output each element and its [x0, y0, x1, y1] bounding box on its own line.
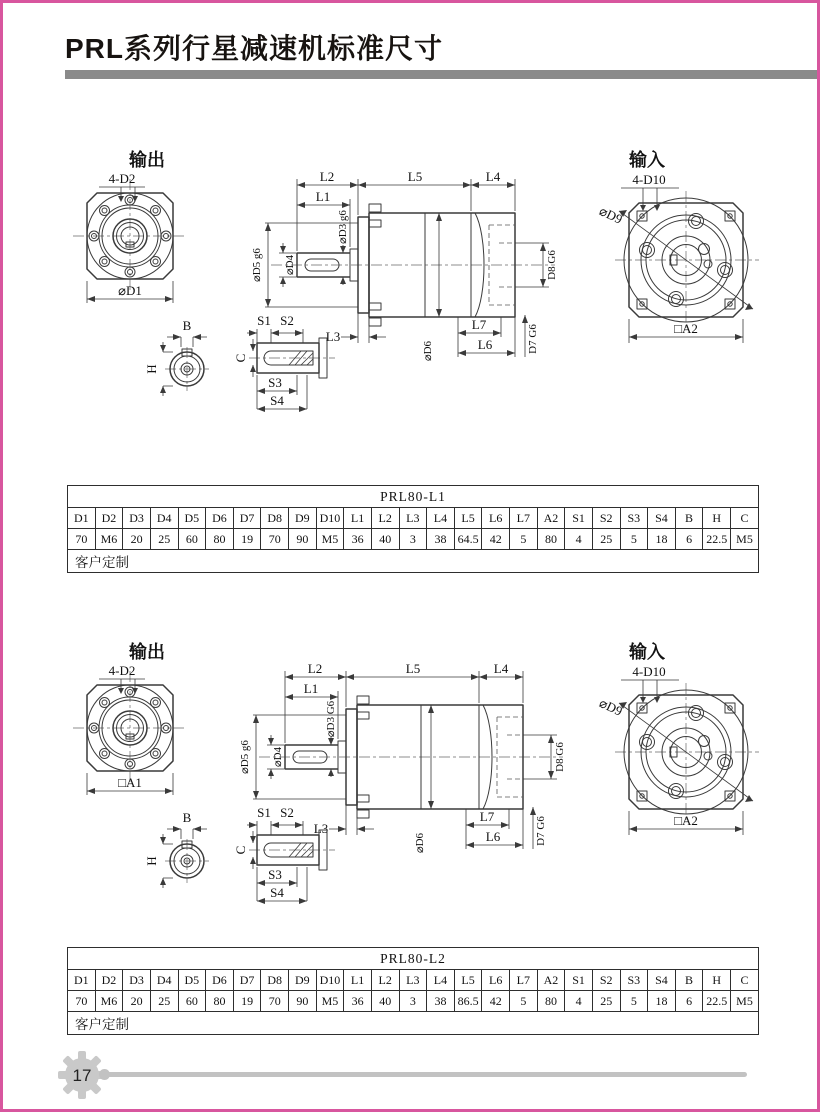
table-cell: B	[675, 508, 703, 529]
dim-label-d6: ⌀D6	[422, 340, 434, 362]
table-cell: M5	[731, 991, 759, 1012]
table-cell: D1	[68, 508, 96, 529]
input-flange-drawing	[591, 171, 806, 356]
dim-label-4-d2: 4-D2	[108, 663, 136, 678]
dim-label-d5: ⌀D5 g6	[239, 740, 251, 774]
dim-label-b: B	[182, 318, 192, 333]
shaft-key-detail-drawing	[225, 313, 340, 418]
table-cell: 70	[68, 991, 96, 1012]
table-cell: 5	[620, 529, 648, 550]
dim-label-s3: S3	[268, 375, 282, 390]
table-cell: D9	[289, 508, 317, 529]
table-cell: L1	[344, 970, 372, 991]
table-cell: 18	[648, 991, 676, 1012]
dim-label-4-d2: 4-D2	[108, 171, 136, 186]
table-cell: S3	[620, 970, 648, 991]
table-cell: 40	[371, 991, 399, 1012]
table-cell: D7	[233, 508, 261, 529]
table-cell: D7	[233, 970, 261, 991]
table-value-row	[68, 991, 759, 1012]
dim-label-s2: S2	[280, 805, 294, 820]
table-cell: M6	[95, 529, 123, 550]
table-cell: D3	[123, 970, 151, 991]
table-title: PRL80-L1	[68, 486, 759, 508]
dim-label-d7: D7 G6	[527, 324, 539, 354]
table-header-row	[68, 508, 759, 529]
dimension-table-prl80-l1	[67, 485, 759, 573]
table-cell: L2	[371, 970, 399, 991]
table-cell: 4	[565, 991, 593, 1012]
dim-label-l6: L6	[477, 337, 493, 352]
table-cell: L5	[454, 508, 482, 529]
table-cell: D4	[150, 508, 178, 529]
drawing-lines	[160, 334, 209, 396]
table-cell: L7	[510, 508, 538, 529]
table-title: PRL80-L2	[68, 948, 759, 970]
drawing-lines	[247, 329, 335, 412]
dim-label-s1: S1	[257, 313, 271, 328]
drawing-lines	[160, 826, 209, 888]
dim-label-d1: ⌀D1	[118, 283, 142, 298]
dim-label-s3: S3	[268, 867, 282, 882]
table-cell: 19	[233, 991, 261, 1012]
table-footer: 客户定制	[68, 550, 759, 573]
table-cell: L6	[482, 970, 510, 991]
table-cell: 22.5	[703, 529, 731, 550]
table-cell: S1	[565, 508, 593, 529]
table-cell: 36	[344, 991, 372, 1012]
table-cell: 60	[178, 529, 206, 550]
table-cell: 19	[233, 529, 261, 550]
table-cell: 70	[68, 529, 96, 550]
dim-label-d5: ⌀D5 g6	[251, 248, 263, 282]
output-label: 输出	[129, 642, 165, 662]
dim-label-l5: L5	[407, 169, 423, 184]
table-cell: D9	[289, 970, 317, 991]
table-cell: L1	[344, 508, 372, 529]
dim-label-d4: ⌀D4	[284, 254, 296, 276]
table-cell: 20	[123, 991, 151, 1012]
dim-label-s1: S1	[257, 805, 271, 820]
table-cell: D1	[68, 970, 96, 991]
table-cell: L3	[399, 970, 427, 991]
table-cell: B	[675, 970, 703, 991]
table-value-row	[68, 529, 759, 550]
dim-label-h: H	[144, 364, 159, 374]
dim-label-d9: ⌀D9	[596, 203, 625, 227]
dim-label-l7: L7	[479, 809, 495, 824]
table-cell: S1	[565, 970, 593, 991]
table-cell: D5	[178, 970, 206, 991]
table-cell: 38	[427, 529, 455, 550]
table-cell: 80	[206, 529, 234, 550]
table-cell: D8	[261, 508, 289, 529]
output-label: 输出	[129, 150, 165, 170]
table-cell: 80	[206, 991, 234, 1012]
dim-label-l3: L3	[313, 821, 329, 836]
dim-label-l4: L4	[493, 661, 509, 676]
dim-label-a2: □A2	[674, 321, 698, 336]
table-cell: L4	[427, 970, 455, 991]
dim-label-h: H	[144, 856, 159, 866]
table-cell: L6	[482, 508, 510, 529]
dim-label-a1: □A1	[118, 775, 142, 790]
section-prl80-l2	[3, 635, 820, 935]
table-cell: 70	[261, 529, 289, 550]
table-cell: H	[703, 508, 731, 529]
dim-label-b: B	[182, 810, 192, 825]
dim-label-d3: ⌀D3 g6	[337, 210, 349, 244]
table-cell: 42	[482, 991, 510, 1012]
table-cell: 36	[344, 529, 372, 550]
dim-label-d4: ⌀D4	[272, 746, 284, 768]
dim-label-4-d10: 4-D10	[632, 172, 666, 187]
table-cell: D10	[316, 970, 344, 991]
input-label: 输入	[629, 150, 665, 170]
table-cell: D5	[178, 508, 206, 529]
dim-label-d9: ⌀D9	[596, 695, 625, 719]
table-cell: C	[731, 508, 759, 529]
table-cell: 80	[537, 529, 565, 550]
table-cell: S2	[592, 970, 620, 991]
table-cell: 3	[399, 991, 427, 1012]
dim-label-l7: L7	[471, 317, 487, 332]
footer-line	[107, 1072, 747, 1077]
dim-label-s2: S2	[280, 313, 294, 328]
dim-label-l2: L2	[319, 169, 335, 184]
table-cell: 22.5	[703, 991, 731, 1012]
table-cell: D4	[150, 970, 178, 991]
table-cell: D10	[316, 508, 344, 529]
table-cell: 90	[289, 529, 317, 550]
table-cell: S2	[592, 508, 620, 529]
input-label: 输入	[629, 642, 665, 662]
table-header-row	[68, 970, 759, 991]
dim-label-c: C	[233, 353, 248, 363]
page-number: 17	[72, 1066, 92, 1085]
table-cell: D2	[95, 508, 123, 529]
dim-label-l1: L1	[315, 189, 331, 204]
dim-label-l4: L4	[485, 169, 501, 184]
table-cell: A2	[537, 508, 565, 529]
table-cell: D3	[123, 508, 151, 529]
dim-label-l1: L1	[303, 681, 319, 696]
dim-label-s4: S4	[270, 393, 284, 408]
table-cell: 4	[565, 529, 593, 550]
table-cell: 25	[150, 991, 178, 1012]
dim-label-c: C	[233, 845, 248, 855]
table-cell: S3	[620, 508, 648, 529]
table-cell: M6	[95, 991, 123, 1012]
table-cell: D8	[261, 970, 289, 991]
table-cell: 25	[150, 529, 178, 550]
input-flange-drawing	[591, 663, 806, 848]
dim-label-l3: L3	[325, 329, 341, 344]
table-cell: D2	[95, 970, 123, 991]
dim-label-a2: □A2	[674, 813, 698, 828]
dim-label-4-d10: 4-D10	[632, 664, 666, 679]
table-cell: 25	[592, 529, 620, 550]
table-cell: 42	[482, 529, 510, 550]
drawing-lines	[615, 680, 759, 835]
table-cell: 86.5	[454, 991, 482, 1012]
dim-label-d7: D7 G6	[535, 816, 547, 846]
table-cell: S4	[648, 508, 676, 529]
table-cell: 5	[620, 991, 648, 1012]
table-cell: 18	[648, 529, 676, 550]
dim-label-s4: S4	[270, 885, 284, 900]
table-cell: 6	[675, 529, 703, 550]
table-cell: L4	[427, 508, 455, 529]
table-cell: A2	[537, 970, 565, 991]
table-cell: C	[731, 970, 759, 991]
table-cell: 40	[371, 529, 399, 550]
shaft-end-detail-drawing	[144, 318, 219, 404]
section-prl80-l1	[3, 143, 820, 443]
table-cell: M5	[316, 991, 344, 1012]
dimension-table-prl80-l2	[67, 947, 759, 1035]
table-cell: L5	[454, 970, 482, 991]
table-cell: 64.5	[454, 529, 482, 550]
table-cell: 6	[675, 991, 703, 1012]
drawing-lines	[247, 821, 335, 904]
table-cell: 38	[427, 991, 455, 1012]
table-cell: 5	[510, 991, 538, 1012]
table-cell: S4	[648, 970, 676, 991]
table-cell: 20	[123, 529, 151, 550]
shaft-end-detail-drawing	[144, 810, 219, 896]
dim-label-d8: D8 G6	[554, 742, 566, 772]
dim-label-d6: ⌀D6	[414, 832, 426, 854]
table-cell: 80	[537, 991, 565, 1012]
drawing-lines	[615, 188, 759, 343]
output-flange-drawing	[65, 171, 280, 321]
dim-label-l5: L5	[405, 661, 421, 676]
table-cell: 25	[592, 991, 620, 1012]
table-cell: L7	[510, 970, 538, 991]
table-cell: M5	[316, 529, 344, 550]
table-cell: 60	[178, 991, 206, 1012]
table-cell: 90	[289, 991, 317, 1012]
dim-label-d8: D8 G6	[546, 250, 558, 280]
shaft-key-detail-drawing	[225, 805, 340, 910]
table-cell: L2	[371, 508, 399, 529]
table-cell: D6	[206, 508, 234, 529]
table-footer: 客户定制	[68, 1012, 759, 1035]
table-cell: 70	[261, 991, 289, 1012]
table-cell: D6	[206, 970, 234, 991]
title-underline-bar	[65, 70, 817, 79]
page-title: PRL系列行星减速机标准尺寸	[65, 33, 444, 64]
table-cell: 3	[399, 529, 427, 550]
table-cell: M5	[731, 529, 759, 550]
table-cell: H	[703, 970, 731, 991]
dim-label-l6: L6	[485, 829, 501, 844]
dim-label-l2: L2	[307, 661, 323, 676]
table-cell: L3	[399, 508, 427, 529]
dim-label-d3: ⌀D3 G6	[325, 700, 337, 738]
table-cell: 5	[510, 529, 538, 550]
